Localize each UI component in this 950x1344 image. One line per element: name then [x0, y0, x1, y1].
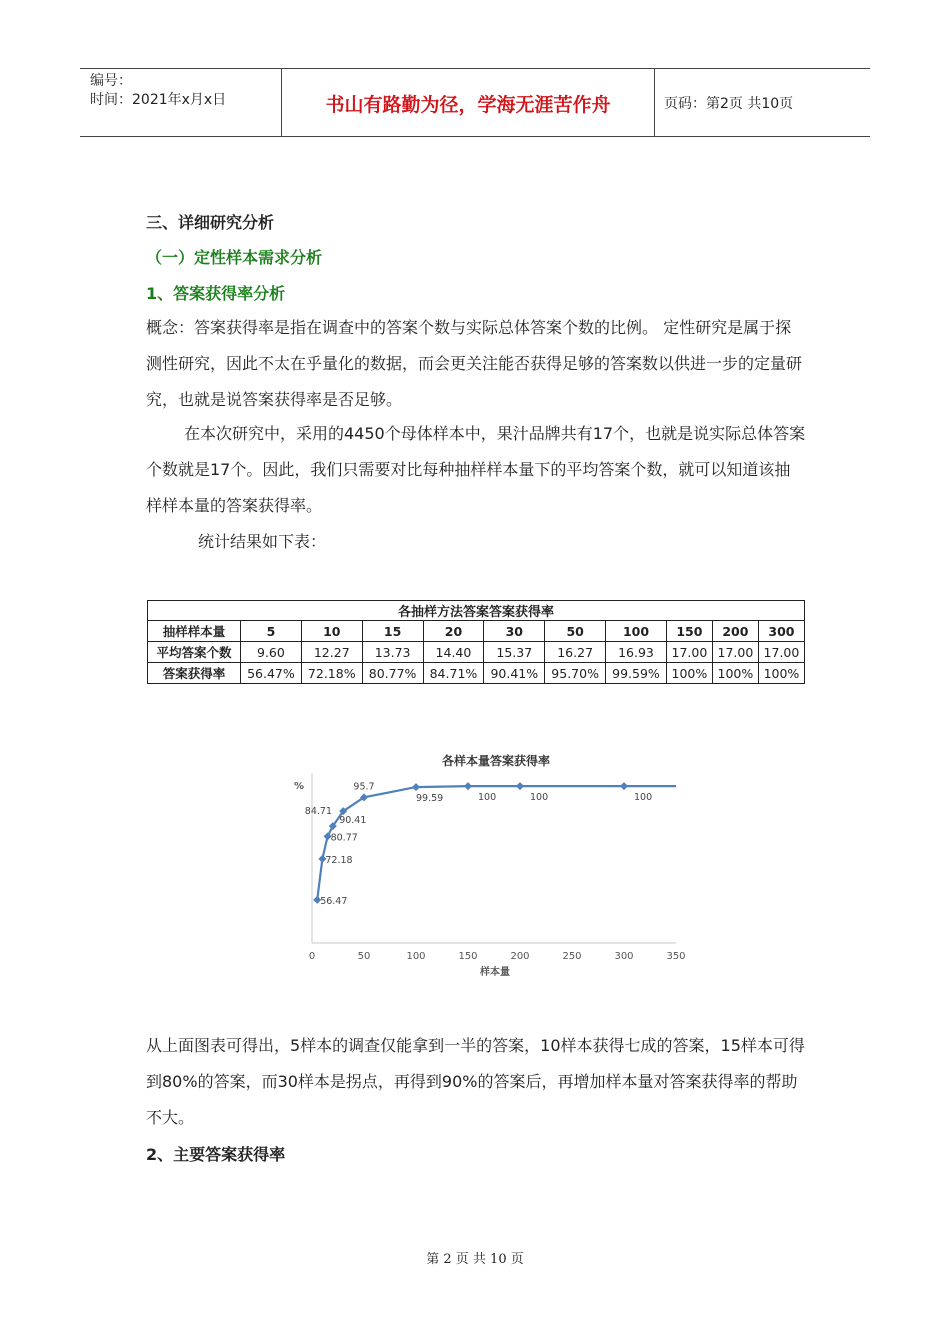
- table-cell: 20: [423, 621, 484, 642]
- data-label: 100: [530, 792, 549, 804]
- paragraph-text: 在本次研究中，采用的4450个母体样本中，果汁品牌共有17个，也就是说实际总体答案个数就是17个。因此，我们只需要对比每种抽样样本量下的平均答案个数，就可以知道该抽样样本量的答案获得率。: [146, 424, 806, 515]
- table-cell: 12.27: [301, 642, 362, 663]
- table-cell: 13.73: [362, 642, 423, 663]
- table-cell: 9.60: [241, 642, 302, 663]
- x-tick-label: 100: [406, 951, 426, 962]
- data-label: 95.7: [353, 781, 375, 793]
- chart-axes: [309, 773, 686, 962]
- section-title: 三、详细研究分析: [146, 213, 275, 232]
- table-cell: 80.77%: [362, 663, 423, 684]
- x-axis-label: 样本量: [480, 967, 510, 978]
- table-row: [148, 642, 805, 663]
- x-tick-label: 200: [510, 951, 530, 962]
- data-label: 72.18: [325, 854, 353, 866]
- paragraph-text: 从上面图表可得出，5样本的调查仅能拿到一半的答案，10样本获得七成的答案，15样本可得到80%的答案，而30样本是拐点，再得到90%的答案后，再增加样本量对答案获得率的帮助不大。: [146, 1036, 805, 1127]
- table-cell: 95.70%: [545, 663, 606, 684]
- data-label: 100: [634, 792, 653, 804]
- header-divider: [654, 68, 655, 136]
- x-tick-label: 350: [666, 951, 686, 962]
- data-point-marker: [516, 782, 524, 790]
- table-cell: 90.41%: [484, 663, 545, 684]
- table-cell: 56.47%: [241, 663, 302, 684]
- table-cell: 14.40: [423, 642, 484, 663]
- table-cell: 10: [301, 621, 362, 642]
- data-point-marker: [620, 782, 628, 790]
- table-cell: 17.00: [712, 642, 758, 663]
- paragraph-text: 统计结果如下表：: [198, 532, 327, 551]
- data-label: 56.47: [320, 895, 348, 907]
- table-cell: 5: [241, 621, 302, 642]
- table-cell: 17.00: [666, 642, 712, 663]
- series-line: [317, 786, 676, 900]
- table-row: [148, 663, 805, 684]
- x-tick-label: 300: [614, 951, 634, 962]
- table-cell: 100%: [758, 663, 804, 684]
- x-tick-label: 150: [458, 951, 478, 962]
- table-cell: 72.18%: [301, 663, 362, 684]
- rate-table: [147, 600, 805, 684]
- rate-line-chart: [280, 745, 700, 985]
- data-label: 100: [478, 792, 497, 804]
- section-subtitle: （一）定性样本需求分析: [146, 248, 323, 267]
- table-cell: 84.71%: [423, 663, 484, 684]
- table-title: 各抽样方法答案答案获得率: [148, 601, 805, 621]
- table-cell: 15: [362, 621, 423, 642]
- table-cell: 100%: [712, 663, 758, 684]
- y-axis-label: %: [294, 781, 305, 792]
- x-tick-label: 250: [562, 951, 582, 962]
- table-cell: 300: [758, 621, 804, 642]
- row-header: 答案获得率: [148, 663, 241, 684]
- chart-data-labels: [305, 781, 652, 907]
- chart-title: 各样本量答案获得率: [441, 754, 551, 768]
- header-left: [90, 72, 226, 110]
- table-cell: 100%: [666, 663, 712, 684]
- table-cell: 30: [484, 621, 545, 642]
- table-cell: 100: [606, 621, 667, 642]
- x-tick-label: 50: [357, 951, 371, 962]
- data-label: 80.77: [330, 832, 358, 844]
- table-cell: 16.27: [545, 642, 606, 663]
- paragraph-method: [146, 416, 806, 524]
- time-label: 时间：2021年x月x日: [90, 92, 227, 108]
- paragraph-conclusion: [146, 1028, 806, 1136]
- x-tick-label: 0: [308, 951, 316, 962]
- number-label: 编号：: [90, 73, 132, 89]
- table-cell: 150: [666, 621, 712, 642]
- data-point-marker: [464, 782, 472, 790]
- row-header: 平均答案个数: [148, 642, 241, 663]
- data-point-marker: [412, 783, 420, 791]
- item2-title: 2、主要答案获得率: [146, 1145, 286, 1164]
- table-row: [148, 621, 805, 642]
- header-top-rule: [80, 68, 870, 69]
- header-bottom-rule: [80, 136, 870, 137]
- data-label: 99.59: [416, 793, 444, 805]
- data-label: 84.71: [304, 806, 333, 818]
- paragraph-text: 概念：答案获得率是指在调查中的答案个数与实际总体答案个数的比例。 定性研究是属于探测性研究，因此不太在乎量化的数据，而会更关注能否获得足够的答案数以供进一步的定量研究，也就是说答案获得率是否足够。: [146, 318, 803, 409]
- table-cell: 16.93: [606, 642, 667, 663]
- table-cell: 50: [545, 621, 606, 642]
- table-cell: 99.59%: [606, 663, 667, 684]
- page-footer: 第 2 页 共 10 页: [426, 1252, 524, 1267]
- paragraph-intro-table: [198, 524, 858, 560]
- table-cell: 200: [712, 621, 758, 642]
- data-label: 90.41: [339, 815, 367, 827]
- paragraph-concept: [146, 310, 806, 418]
- row-header: 抽样样本量: [148, 621, 241, 642]
- header-motto: 书山有路勤为径，学海无涯苦作舟: [325, 94, 611, 116]
- table-cell: 17.00: [758, 642, 804, 663]
- table-cell: 15.37: [484, 642, 545, 663]
- header-page-label: 页码：第2页 共10页: [664, 96, 794, 112]
- item1-title: 1、答案获得率分析: [146, 284, 286, 303]
